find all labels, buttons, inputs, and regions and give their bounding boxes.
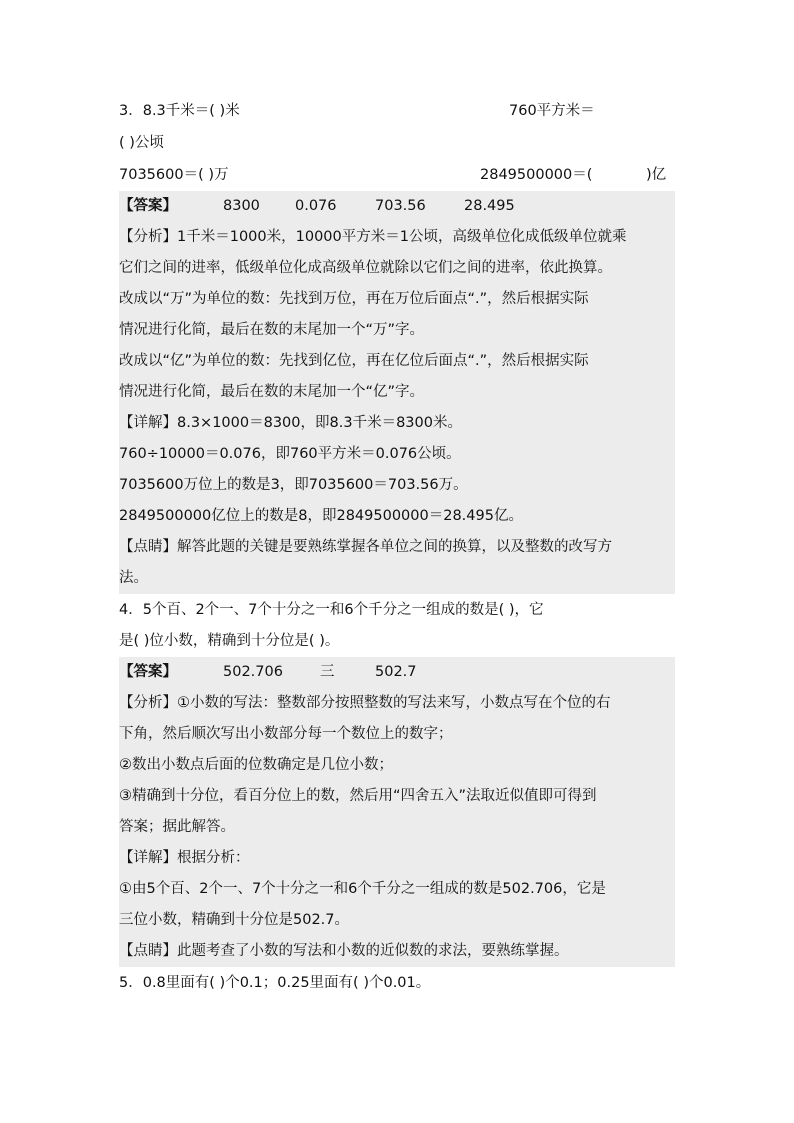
- q3-analysis-line: 【分析】1千米＝1000米，10000平方米＝1公顷，高级单位化成低级单位就乘: [119, 222, 675, 253]
- q4-analysis-line: 答案；据此解答。: [119, 812, 675, 843]
- answer-tag: 【答案】: [119, 664, 177, 680]
- q4-detail-line: 【详解】根据分析：: [119, 843, 675, 874]
- q4-detail-line: ①由5个百、2个一、7个十分之一和6个千分之一组成的数是502.706，它是: [119, 874, 675, 905]
- q3-wan-question: 7035600＝( )万: [119, 167, 229, 183]
- q4-analysis-line: 【分析】①小数的写法：整数部分按照整数的写法来写，小数点写在个位的右: [119, 688, 675, 719]
- q3-analysis-line: 改成以“亿”为单位的数：先找到亿位，再在亿位后面点“.”，然后根据实际: [119, 346, 675, 377]
- q3-detail-line: 2849500000亿位上的数是8，即2849500000＝28.495亿。: [119, 501, 675, 532]
- q4-analysis-line: ③精确到十分位，看百分位上的数，然后用“四舍五入”法取近似值即可得到: [119, 781, 675, 812]
- q3-answer-row: [119, 191, 675, 222]
- answer-value: 703.56: [375, 198, 426, 214]
- q4-question-line: 4．5个百、2个一、7个十分之一和6个千分之一组成的数是( )，它: [119, 602, 544, 618]
- q4-analysis-line: ②数出小数点后面的位数确定是几位小数；: [119, 750, 675, 781]
- answer-value: 502.706: [223, 664, 283, 680]
- q4-comment-line: 【点睛】此题考查了小数的写法和小数的近似数的求法，要熟练掌握。: [119, 936, 675, 967]
- q3-analysis-line: 改成以“万”为单位的数：先找到万位，再在万位后面点“.”，然后根据实际: [119, 284, 675, 315]
- q3-comment-line: 【点睛】解答此题的关键是要熟练掌握各单位之间的换算，以及整数的改写方: [119, 532, 675, 563]
- q3-detail-line: 760÷10000＝0.076，即760平方米＝0.076公顷。: [119, 439, 675, 470]
- q3-hectare-blank: ( )公顷: [119, 135, 164, 151]
- q5-question-line: 5．0.8里面有( )个0.1；0.25里面有( )个0.01。: [119, 975, 431, 991]
- answer-value: 8300: [223, 198, 260, 214]
- q3-yi-question: 2849500000＝(: [480, 167, 593, 183]
- q3-detail-line: 【详解】8.3×1000＝8300，即8.3千米＝8300米。: [119, 408, 675, 439]
- q3-comment-line: 法。: [119, 563, 675, 594]
- answer-value: 28.495: [464, 198, 515, 214]
- q4-detail-line: 三位小数，精确到十分位是502.7。: [119, 905, 675, 936]
- q3-yi-unit: )亿: [646, 167, 667, 183]
- answer-value: 0.076: [295, 198, 337, 214]
- answer-value: 502.7: [375, 664, 417, 680]
- q3-analysis-line: 情况进行化简，最后在数的末尾加一个“万”字。: [119, 315, 675, 346]
- q4-answer-row: [119, 657, 675, 688]
- q3-detail-line: 7035600万位上的数是3，即7035600＝703.56万。: [119, 470, 675, 501]
- answer-tag: 【答案】: [119, 198, 177, 214]
- q3-line-3: [119, 160, 675, 191]
- q3-line-2: [119, 128, 675, 159]
- q3-km-question: 3．8.3千米＝( )米: [119, 103, 240, 119]
- q3-analysis-line: 它们之间的进率，低级单位化成高级单位就除以它们之间的进率，依此换算。: [119, 253, 675, 284]
- q3-analysis-line: 情况进行化简，最后在数的末尾加一个“亿”字。: [119, 377, 675, 408]
- q4-question-line: 是( )位小数，精确到十分位是( )。: [119, 633, 340, 649]
- q3-line-1: [119, 96, 675, 127]
- q4-analysis-line: 下角，然后顺次写出小数部分每一个数位上的数字；: [119, 719, 675, 750]
- q3-area-question: 760平方米＝: [509, 103, 595, 119]
- answer-value: 三: [320, 664, 335, 680]
